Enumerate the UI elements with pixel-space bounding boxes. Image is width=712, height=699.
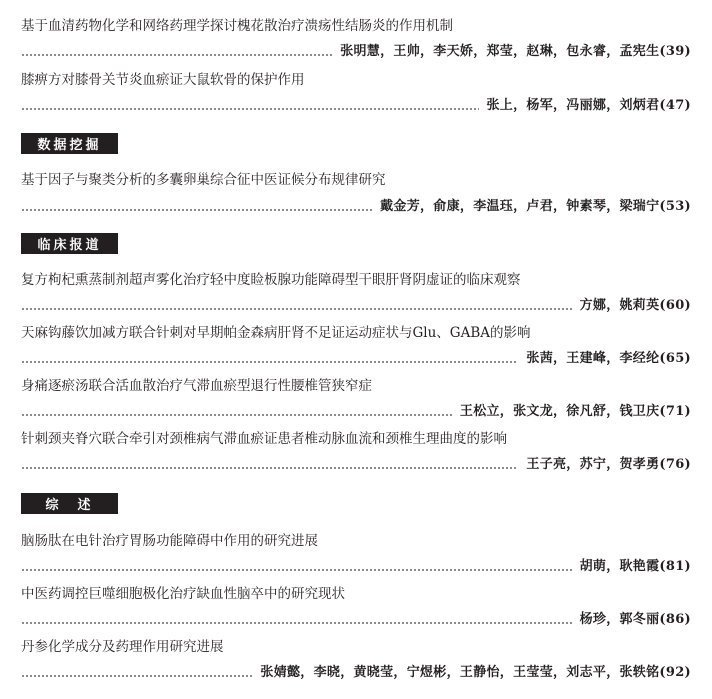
article-title[interactable]: 身痛逐瘀汤联合活血散治疗气滞血瘀型退行性腰椎管狭窄症 (21, 378, 372, 394)
article-byline (21, 98, 691, 114)
article-authors-page: 张明慧，王帅，李天娇，郑莹，赵琳，包永睿，孟宪生(39) (340, 44, 691, 59)
dot-leader (21, 209, 372, 211)
article-authors-page: 张茜，王建峰，李经纶(65) (526, 351, 691, 366)
article-byline (21, 404, 691, 420)
article-authors-page: 胡萌，耿艳霞(81) (579, 559, 691, 574)
article-byline (21, 44, 691, 60)
dot-leader (21, 569, 572, 571)
article-byline (21, 612, 691, 628)
dot-leader (21, 54, 332, 56)
article-authors-page: 方娜，姚莉英(60) (579, 298, 691, 313)
article-byline (21, 199, 691, 215)
dot-leader (21, 467, 518, 469)
article-byline (21, 351, 691, 367)
section-heading-clinical-reports: 临床报道 (21, 233, 118, 254)
article-byline (21, 457, 691, 473)
dot-leader (21, 675, 252, 677)
dot-leader (21, 108, 479, 110)
article-title[interactable]: 针刺颈夹脊穴联合牵引对颈椎病气滞血瘀证患者椎动脉血流和颈椎生理曲度的影响 (21, 431, 507, 447)
article-authors-page: 戴金芳，俞康，李温珏，卢君，钟素琴，梁瑞宁(53) (380, 199, 691, 214)
article-byline (21, 559, 691, 575)
article-authors-page: 张上，杨军，冯丽娜，刘炳君(47) (486, 98, 691, 113)
dot-leader (21, 622, 572, 624)
article-authors-page: 杨珍，郭冬丽(86) (579, 612, 691, 627)
article-title[interactable]: 膝痹方对膝骨关节炎血瘀证大鼠软骨的保护作用 (21, 72, 305, 88)
article-title[interactable]: 丹参化学成分及药理作用研究进展 (21, 639, 224, 655)
dot-leader (21, 414, 452, 416)
article-title[interactable]: 基于因子与聚类分析的多囊卵巢综合征中医证候分布规律研究 (21, 172, 386, 188)
article-authors-page: 张婧懿，李晓，黄晓莹，宁煜彬，王静怡，王莹莹，刘志平，张轶铭(92) (260, 665, 691, 680)
dot-leader (21, 361, 518, 363)
section-heading-reviews: 综 述 (21, 493, 118, 514)
dot-leader (21, 308, 572, 310)
section-heading-data-mining: 数据挖掘 (21, 133, 118, 154)
article-title[interactable]: 基于血清药物化学和网络药理学探讨槐花散治疗溃疡性结肠炎的作用机制 (21, 18, 453, 34)
article-title[interactable]: 天麻钩藤饮加减方联合针刺对早期帕金森病肝肾不足证运动症状与Glu、GABA的影响 (21, 325, 531, 341)
article-authors-page: 王子亮，苏宁，贺孝勇(76) (526, 457, 691, 472)
article-title[interactable]: 复方枸杞熏蒸制剂超声雾化治疗轻中度睑板腺功能障碍型干眼肝肾阴虚证的临床观察 (21, 272, 521, 288)
article-title[interactable]: 脑肠肽在电针治疗胃肠功能障碍中作用的研究进展 (21, 533, 318, 549)
article-byline (21, 298, 691, 314)
article-authors-page: 王松立，张文龙，徐凡舒，钱卫庆(71) (459, 404, 691, 419)
article-title[interactable]: 中医药调控巨噬细胞极化治疗缺血性脑卒中的研究现状 (21, 586, 345, 602)
article-byline (21, 665, 691, 681)
